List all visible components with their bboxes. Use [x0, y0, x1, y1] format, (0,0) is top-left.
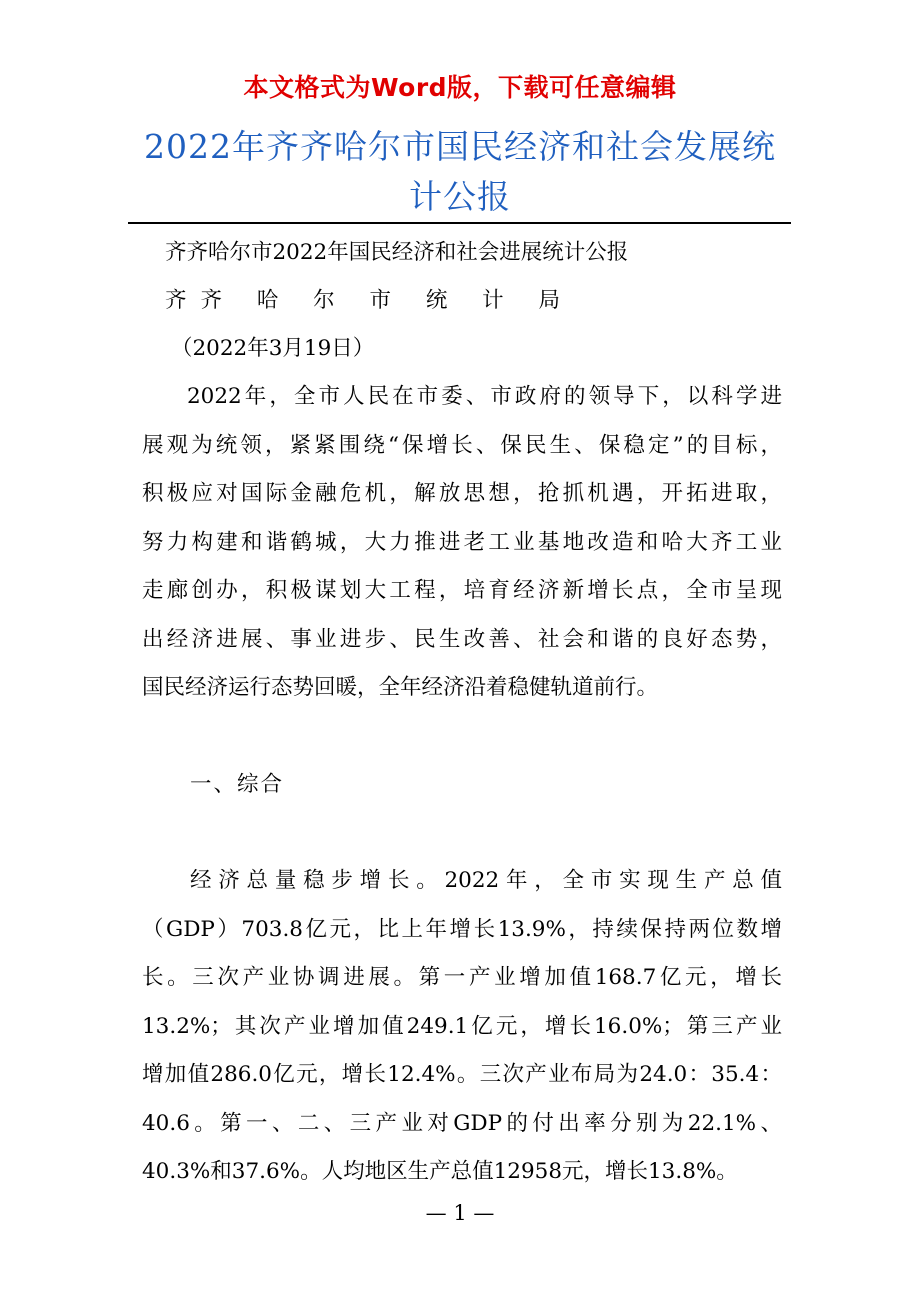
- paragraph-line: 40.6。第一、二、三产业对GDP的付出率分别为22.1%、: [142, 1110, 782, 1136]
- page-number: — 1 —: [425, 1201, 495, 1225]
- paragraph-line: 努力构建和谐鹤城，大力推进老工业基地改造和哈大齐工业: [142, 529, 782, 555]
- paragraph-line: 国民经济运行态势回暖，全年经济沿着稳健轨道前行。: [142, 675, 659, 700]
- paragraph-line: 2022年，全市人民在市委、市政府的领导下，以科学进: [187, 384, 782, 409]
- paragraph-line: 积极应对国际金融危机，解放思想，抢抓机遇，开拓进取，: [142, 481, 782, 506]
- paragraph-line: 展观为统领，紧紧围绕“保增长、保民生、保稳定”的目标，: [142, 432, 782, 458]
- report-date: （2022年3月19日）: [171, 336, 375, 361]
- report-title: [120, 122, 800, 222]
- title-divider: [128, 222, 791, 224]
- paragraph-line: 长。三次产业协调进展。第一产业增加值168.7亿元，增长: [142, 965, 782, 990]
- paragraph-line: （GDP）703.8亿元，比上年增长13.9%，持续保持两位数增: [142, 916, 782, 942]
- editable-notice-banner: 本文格式为Word版，下载可任意编辑: [243, 73, 677, 102]
- paragraph-line: 出经济进展、事业进步、民生改善、社会和谐的良好态势，: [142, 626, 782, 652]
- report-title-line-2: 计公报: [409, 177, 511, 216]
- paragraph-line: 13.2%；其次产业增加值249.1亿元，增长16.0%；第三产业: [142, 1013, 782, 1039]
- paragraph-line: 增加值286.0亿元，增长12.4%。三次产业布局为24.0：35.4：: [142, 1062, 782, 1087]
- intro-paragraph: [142, 382, 782, 722]
- paragraph-line: 走廊创办，积极谋划大工程，培育经济新增长点，全市呈现: [142, 578, 782, 603]
- report-subtitle: 齐齐哈尔市2022年国民经济和社会进展统计公报: [165, 240, 629, 265]
- section-heading: 一、综合: [190, 772, 285, 797]
- issuing-bureau: 齐齐 哈 尔 市 统 计 局: [165, 288, 575, 313]
- paragraph-line: 40.3%和37.6%。人均地区生产总值12958元，增长13.8%。: [142, 1159, 738, 1184]
- economy-paragraph: [142, 866, 782, 1206]
- paragraph-line: 经济总量稳步增长。2022年，全市实现生产总值: [190, 868, 782, 893]
- report-title-line-1: 2022年齐齐哈尔市国民经济和社会发展统: [144, 127, 776, 166]
